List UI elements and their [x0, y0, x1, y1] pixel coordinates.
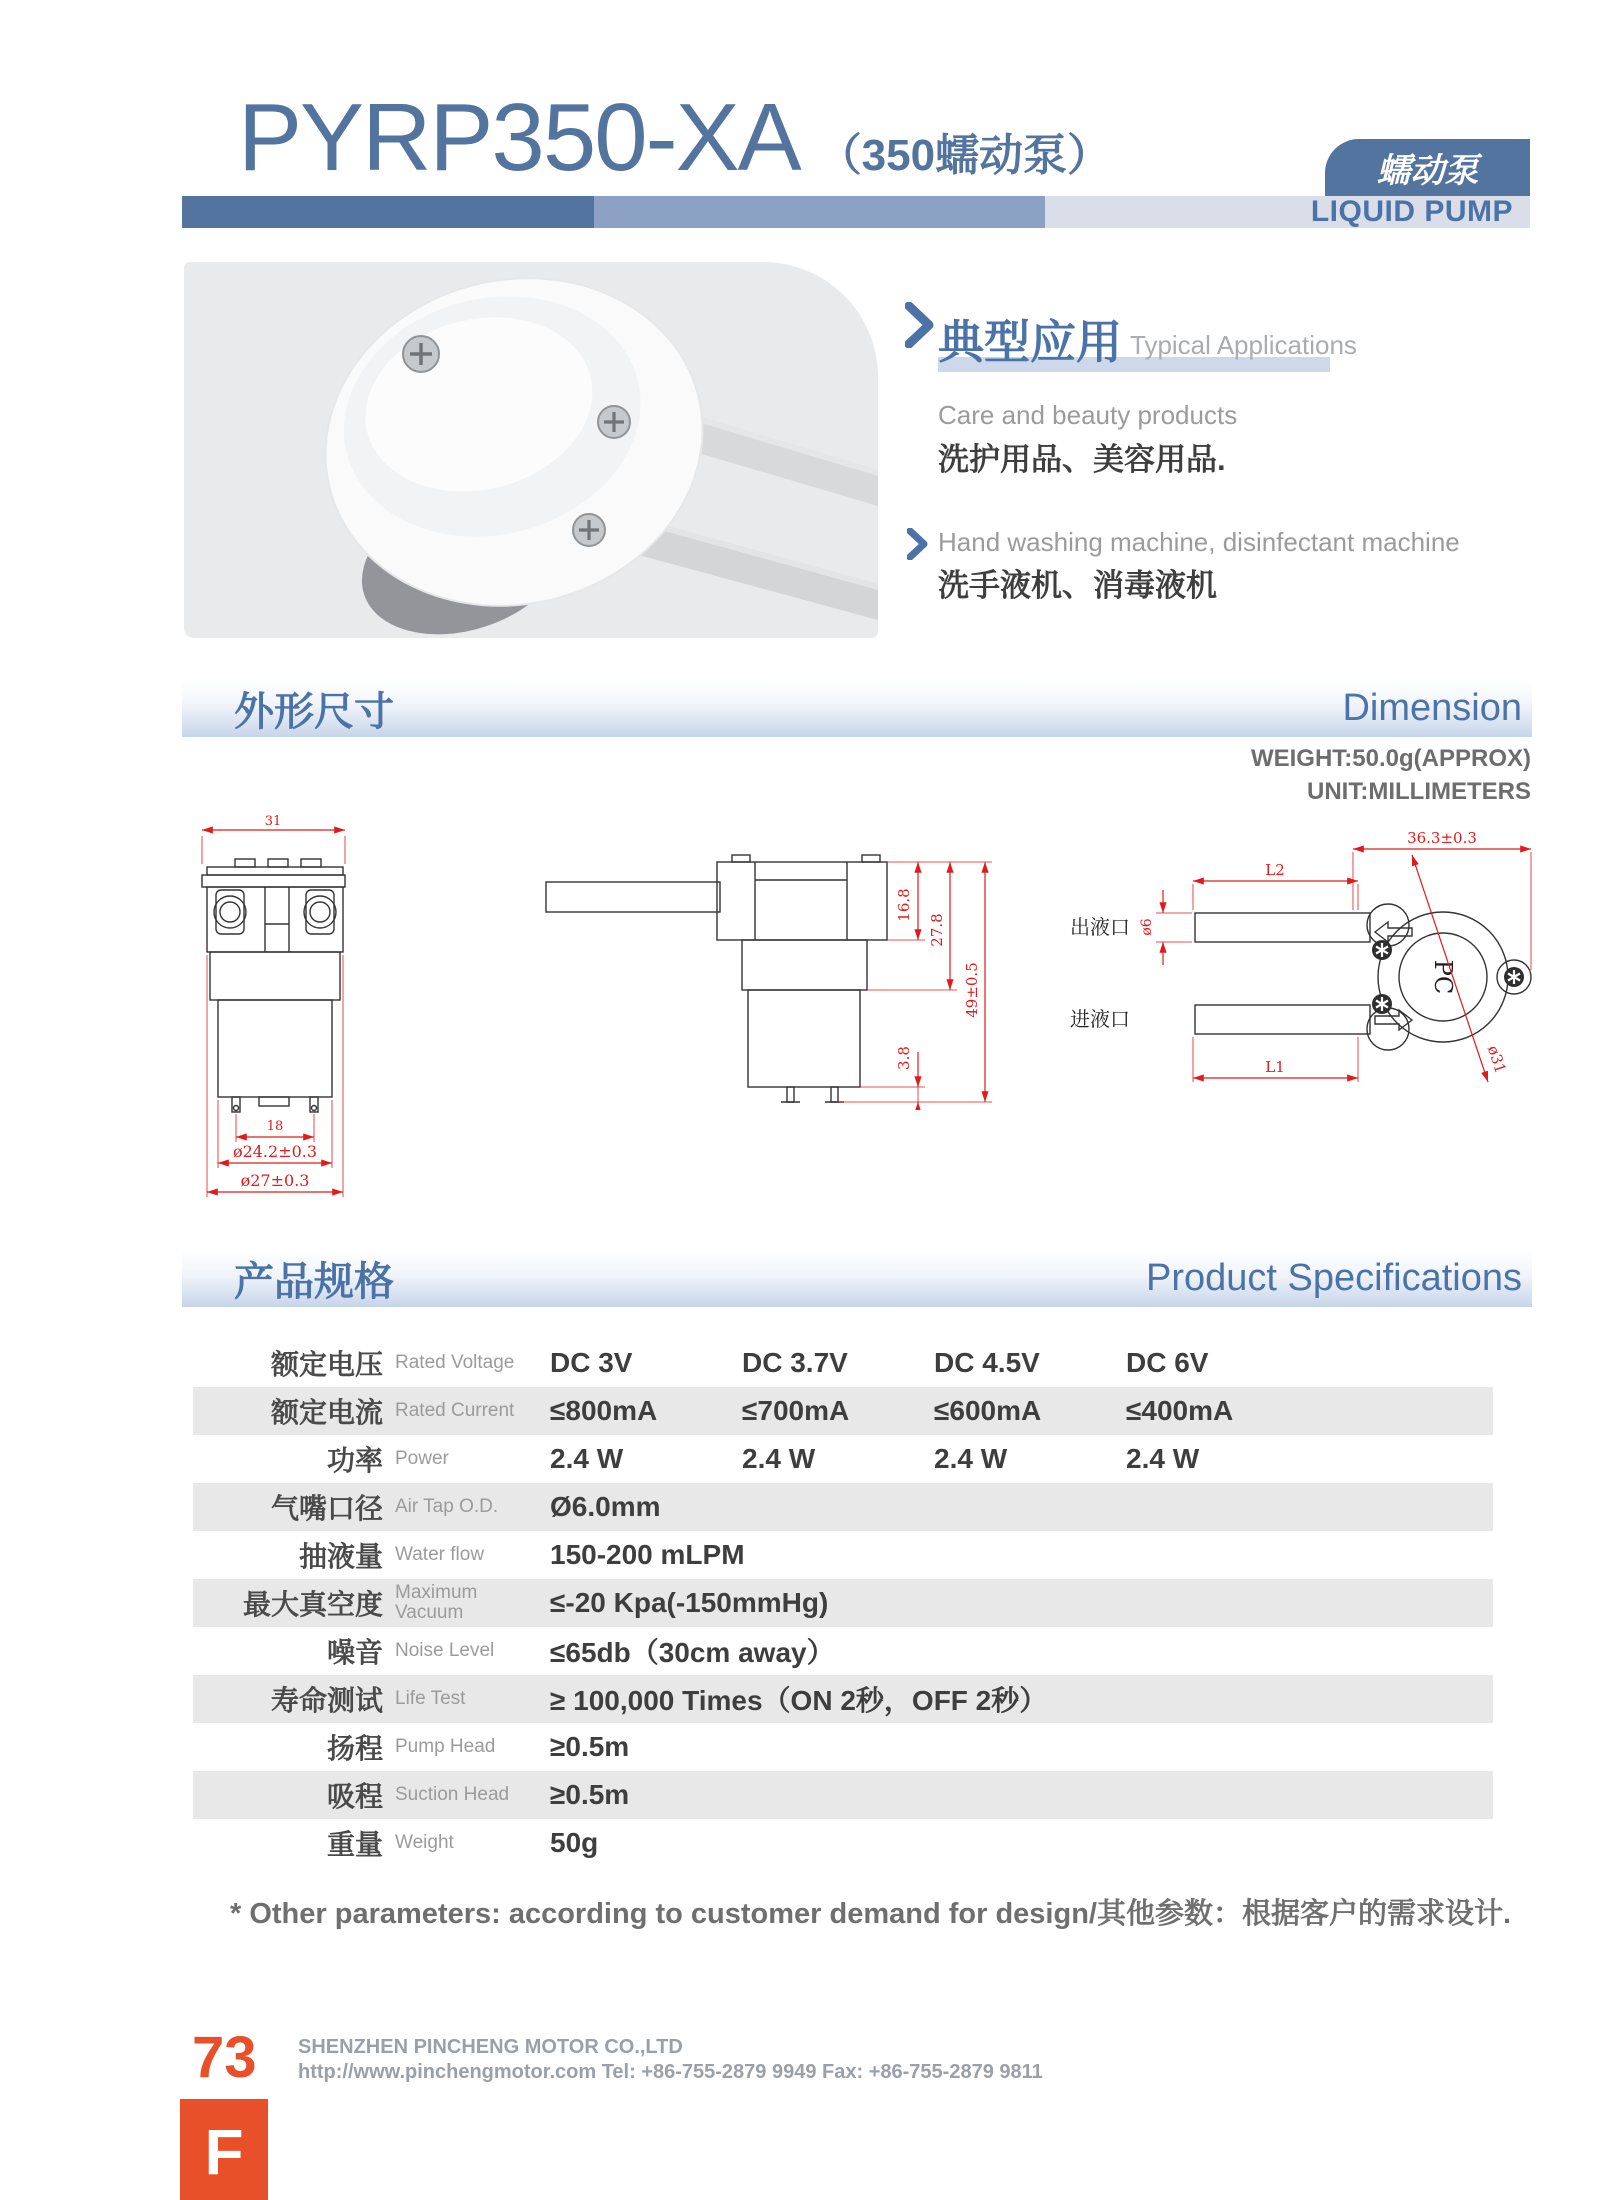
- spec-label-zh: 额定电压: [270, 1349, 383, 1380]
- spec-label-en: Maximum Vacuum: [395, 1582, 478, 1623]
- pump-illustration: [184, 262, 878, 638]
- section-title-zh: 产品规格: [234, 1260, 394, 1304]
- spec-value: DC 3V: [550, 1347, 633, 1378]
- application-item-en: Hand washing machine, disinfectant machine: [938, 527, 1460, 557]
- dimension-section-header: [182, 680, 1532, 737]
- spec-value: 150-200 mLPM: [550, 1539, 745, 1570]
- dim-label-body-dia: ø27±0.3: [240, 1171, 310, 1190]
- section-tab: F: [180, 2099, 268, 2200]
- spec-value: ≥ 100,000 Times（ON 2秒，OFF 2秒）: [550, 1685, 1048, 1716]
- screw-icon: [403, 336, 439, 372]
- product-model: PYRP350-XA: [238, 84, 800, 191]
- spec-label-en: Pump Head: [395, 1736, 496, 1757]
- product-model-suffix: （350蠕动泵）: [817, 131, 1112, 180]
- dim-label-width: 31: [264, 814, 282, 829]
- spec-value: 2.4 W: [550, 1443, 624, 1474]
- dim-label-head-dia: ø31: [1483, 1043, 1510, 1076]
- application-item-en: Care and beauty products: [938, 400, 1238, 430]
- spec-value: ≤600mA: [934, 1395, 1042, 1426]
- spec-row: [193, 1579, 1493, 1627]
- top-view-drawing: [1040, 830, 1535, 1100]
- dim-label-pin-height: 3.8: [895, 1046, 913, 1070]
- pc-marking: PC: [1429, 959, 1457, 995]
- spec-value: DC 6V: [1126, 1347, 1209, 1378]
- spec-row: [193, 1723, 1493, 1771]
- page-number: 73: [192, 2025, 257, 2090]
- screw-icon: [573, 514, 605, 546]
- applications-title-en: Typical Applications: [1130, 330, 1357, 360]
- spec-row: [193, 1387, 1493, 1435]
- section-title-en: Product Specifications: [1146, 1257, 1522, 1299]
- spec-label-zh: 噪音: [326, 1637, 383, 1668]
- spec-row: [193, 1627, 1493, 1675]
- spec-label-zh: 扬程: [326, 1733, 383, 1764]
- spec-label-en: Power: [395, 1448, 449, 1469]
- company-contact: http://www.pinchengmotor.com Tel: +86-755-2879 9949 Fax: +86-755-2879 9811: [298, 2061, 1043, 2083]
- spec-label-en: Weight: [395, 1832, 454, 1853]
- spec-value: Ø6.0mm: [550, 1491, 661, 1522]
- dim-label-head-height: 16.8: [895, 888, 913, 922]
- screw-icon: [1504, 967, 1524, 987]
- bar-segment-dark: [182, 196, 594, 228]
- dim-label-upper-height: 27.8: [928, 913, 946, 947]
- spec-label-en: Rated Current: [395, 1400, 515, 1421]
- section-title-en: Dimension: [1342, 687, 1522, 729]
- section-title-zh: 外形尺寸: [234, 690, 394, 734]
- spec-row: [193, 1675, 1493, 1723]
- spec-value: DC 3.7V: [742, 1347, 848, 1378]
- dim-label-pin-span: 18: [266, 1119, 284, 1134]
- spec-row: [193, 1819, 1493, 1867]
- spec-label-en: Rated Voltage: [395, 1352, 515, 1373]
- inlet-label: 进液口: [1070, 1007, 1130, 1031]
- spec-label-en: Air Tap O.D.: [395, 1496, 499, 1517]
- banner-label: LIQUID PUMP: [1310, 195, 1513, 228]
- spec-value: 2.4 W: [934, 1443, 1008, 1474]
- spec-label-zh: 额定电流: [270, 1397, 383, 1428]
- spec-label-zh: 最大真空度: [242, 1589, 383, 1620]
- spec-value: ≥0.5m: [550, 1731, 630, 1762]
- spec-row: [193, 1771, 1493, 1819]
- spec-label-zh: 重量: [326, 1829, 383, 1860]
- spec-row: [193, 1339, 1493, 1387]
- spec-row: [193, 1435, 1493, 1483]
- other-parameters-note: * Other parameters: according to customer demand for design/其他参数：根据客户的需求设计.: [230, 1898, 1512, 1930]
- dim-label-overall: 36.3±0.3: [1407, 830, 1477, 847]
- dim-label-l2: L2: [1265, 861, 1285, 879]
- application-item-zh: 洗护用品、美容用品.: [938, 442, 1226, 477]
- dim-label-motor-dia: ø24.2±0.3: [232, 1142, 318, 1161]
- spec-value: 2.4 W: [742, 1443, 816, 1474]
- weight-note: WEIGHT:50.0g(APPROX): [1250, 745, 1531, 772]
- spec-row: [193, 1483, 1493, 1531]
- spec-value: 50g: [550, 1827, 599, 1858]
- application-item-zh: 洗手液机、消毒液机: [938, 568, 1217, 603]
- spec-value: DC 4.5V: [934, 1347, 1040, 1378]
- spec-value: ≥0.5m: [550, 1779, 630, 1810]
- spec-label-en: Water flow: [395, 1544, 485, 1565]
- screw-icon: [598, 406, 630, 438]
- front-view-drawing: [195, 812, 360, 1212]
- spec-value: ≤700mA: [742, 1395, 850, 1426]
- company-name: SHENZHEN PINCHENG MOTOR CO.,LTD: [298, 2036, 683, 2058]
- spec-value: ≤400mA: [1126, 1395, 1234, 1426]
- spec-value: ≤-20 Kpa(-150mmHg): [550, 1587, 829, 1618]
- category-badge: 蠕动泵: [1325, 139, 1530, 196]
- spec-label-en: Noise Level: [395, 1640, 495, 1661]
- spec-label-en: Suction Head: [395, 1784, 510, 1805]
- spec-label-zh: 功率: [326, 1445, 383, 1476]
- chevron-right-icon: [905, 302, 935, 353]
- page-title: [238, 84, 1112, 191]
- product-photo: [184, 262, 878, 638]
- outlet-label: 出液口: [1070, 915, 1130, 939]
- dim-label-l1: L1: [1265, 1058, 1285, 1076]
- spec-label-zh: 气嘴口径: [270, 1493, 383, 1524]
- spec-table: [193, 1339, 1493, 1867]
- spec-row: [193, 1531, 1493, 1579]
- unit-note: UNIT:MILLIMETERS: [1307, 778, 1531, 805]
- bar-segment-mid: [594, 196, 1045, 228]
- applications-title-zh: 典型应用: [938, 316, 1122, 368]
- dim-label-tube-dia: ø6: [1139, 918, 1155, 936]
- dim-label-total-height: 49±0.5: [963, 962, 981, 1018]
- side-view-drawing: [545, 830, 1000, 1115]
- specs-section-header: [182, 1250, 1532, 1307]
- screw-icon: [1372, 994, 1392, 1014]
- spec-value: 2.4 W: [1126, 1443, 1200, 1474]
- spec-label-en: Life Test: [395, 1688, 466, 1709]
- spec-label-zh: 吸程: [326, 1781, 383, 1812]
- spec-label-zh: 寿命测试: [270, 1685, 383, 1716]
- chevron-right-icon: [907, 528, 929, 565]
- spec-value: ≤65db（30cm away）: [550, 1637, 835, 1668]
- spec-label-zh: 抽液量: [298, 1541, 383, 1572]
- screw-icon: [1372, 940, 1392, 960]
- spec-value: ≤800mA: [550, 1395, 658, 1426]
